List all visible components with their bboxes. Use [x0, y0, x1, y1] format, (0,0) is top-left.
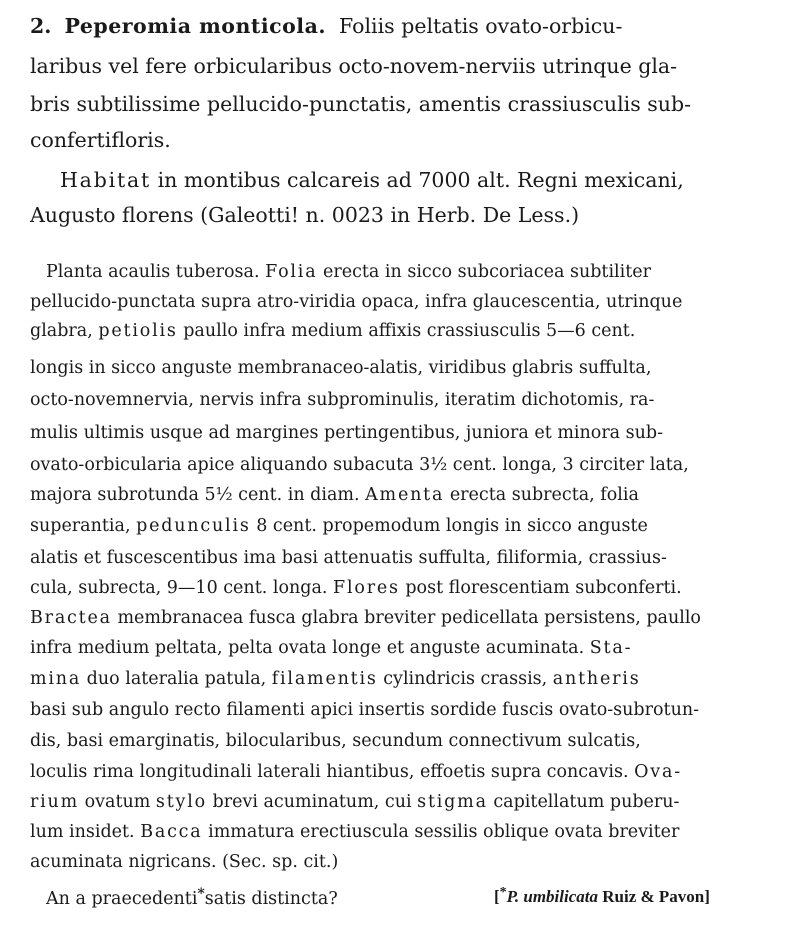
keyword: Ova- — [634, 762, 682, 782]
keyword: pedunculis — [136, 516, 251, 536]
description-line — [46, 262, 651, 282]
text-run: cula, subrecta, 9—10 cent. longa. — [30, 578, 334, 598]
footnote-authors: Ruiz & Pavon] — [602, 887, 710, 906]
keyword: filamentis — [271, 669, 378, 689]
footnote-species: P. umbilicata — [506, 887, 598, 906]
text-run: Planta acaulis tuberosa. — [46, 262, 266, 282]
species-name: Peperomia monticola. — [64, 14, 326, 38]
habitat-text: in montibus calcareis ad 7000 alt. Regni mexicani, — [157, 168, 684, 192]
text-run: ovatum — [79, 792, 156, 812]
description-line — [30, 516, 648, 536]
keyword: stigma — [417, 792, 488, 812]
description-line — [30, 638, 632, 658]
editorial-footnote — [494, 885, 710, 907]
habitat-label: Habitat — [60, 168, 152, 192]
keyword: Flores — [333, 578, 400, 598]
keyword: Bractea — [30, 608, 112, 628]
diagnosis-line: bris subtilissime pellucido-punctatis, amentis crassiusculis sub- — [30, 92, 692, 116]
text-run: membranacea fusca glabra breviter pedicellata persistens, paullo — [111, 608, 701, 628]
text-run: post florescentiam subconferti. — [399, 578, 682, 598]
description-line — [30, 578, 682, 598]
text-run: immatura erectiuscula sessilis oblique ovata breviter — [202, 822, 680, 842]
description-line — [30, 485, 639, 505]
description-line: dis, basi emarginatis, bilocularibus, secundum connectivum sulcatis, — [30, 731, 641, 751]
asterisk-marker: * — [499, 885, 507, 900]
keyword: Amenta — [365, 485, 445, 505]
entry-heading-line — [30, 14, 622, 38]
text-run: cylindricis crassis, — [377, 669, 553, 689]
text-run: satis distincta? — [204, 889, 338, 909]
keyword: petiolis — [98, 321, 178, 341]
text-run: paullo infra medium affixis crassiusculis 5—6 cent. — [177, 321, 636, 341]
description-line: alatis et fuscescentibus ima basi attenuatis suffulta, filiformia, crassius- — [30, 548, 667, 568]
diagnosis-line: Foliis peltatis ovato-orbicu- — [339, 14, 623, 38]
keyword: rium — [30, 792, 80, 812]
description-line: basi sub angulo recto filamenti apici insertis sordide fuscis ovato-subrotun- — [30, 700, 700, 720]
description-line — [30, 669, 641, 689]
habitat-line — [60, 168, 684, 192]
asterisk-marker: * — [197, 886, 205, 902]
description-line — [30, 792, 679, 812]
description-line: octo-novemnervia, nervis infra subprominulis, iteratim dichotomis, ra- — [30, 390, 655, 410]
text-run: An a praecedenti — [46, 889, 198, 909]
text-run: erecta in sicco subcoriacea subtiliter — [317, 262, 652, 282]
description-line — [30, 321, 635, 341]
text-run: superantia, — [30, 516, 137, 536]
closing-question — [46, 886, 338, 909]
description-line: longis in sicco anguste membranaceo-alatis, viridibus glabris suffulta, — [30, 358, 652, 378]
text-run: brevi acuminatum, cui — [206, 792, 418, 812]
description-line — [30, 762, 682, 782]
description-line: mulis ultimis usque ad margines pertingentibus, juniora et minora sub- — [30, 423, 664, 443]
habitat-line: Augusto florens (Galeotti! n. 0023 in Herb. De Less.) — [30, 203, 580, 227]
description-line — [30, 822, 679, 842]
text-run: capitellatum puberu- — [487, 792, 680, 812]
keyword: Folia — [265, 262, 318, 282]
description-line: ovato-orbicularia apice aliquando subacuta 3½ cent. longa, 3 circiter lata, — [30, 455, 689, 475]
text-run: 8 cent. propemodum longis in sicco anguste — [250, 516, 648, 536]
text-run: lum insidet. — [30, 822, 141, 842]
text-run: erecta subrecta, folia — [444, 485, 639, 505]
keyword: Bacca — [140, 822, 203, 842]
text-run: majora subrotunda 5½ cent. in diam. — [30, 485, 366, 505]
description-line: acuminata nigricans. (Sec. sp. cit.) — [30, 852, 339, 872]
diagnosis-line: confertifloris. — [30, 128, 171, 152]
keyword: stylo — [155, 792, 207, 812]
keyword: antheris — [552, 669, 641, 689]
description-line: pellucido-punctata supra atro-viridia opaca, infra glaucescentia, utrinque — [30, 292, 683, 312]
text-run: loculis rima longitudinali laterali hiantibus, effoetis supra concavis. — [30, 762, 635, 782]
text-run: duo lateralia patula, — [81, 669, 272, 689]
keyword: Sta- — [589, 638, 633, 658]
diagnosis-line: laribus vel fere orbicularibus octo-novem-nerviis utrinque gla- — [30, 54, 678, 78]
keyword: mina — [30, 669, 82, 689]
text-run: glabra, — [30, 321, 99, 341]
description-line — [30, 608, 701, 628]
entry-number: 2. — [30, 14, 52, 38]
text-run: infra medium peltata, pelta ovata longe et anguste acuminata. — [30, 638, 590, 658]
bracket: [ — [494, 887, 500, 906]
